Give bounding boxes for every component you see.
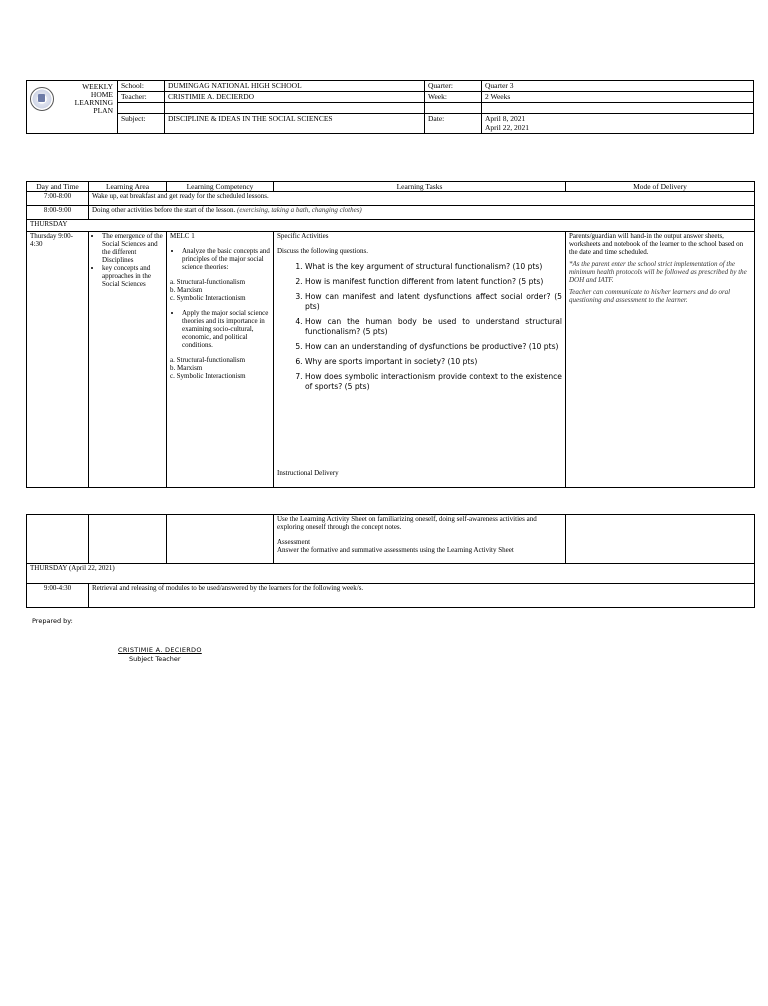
question-item: 3. How can manifest and latent dysfunctions affect social order? (5 pts) (305, 292, 562, 312)
day-label: THURSDAY (27, 220, 755, 232)
learning-area-cell (89, 232, 167, 488)
column-header-day-time: Day and Time (27, 182, 89, 192)
theory-item: c. Symbolic Interactionism (170, 294, 246, 302)
questions-list (277, 262, 562, 392)
question-item: 6. Why are sports important in society? (10 pts) (305, 357, 562, 367)
theory-item: b. Marxism (170, 364, 203, 372)
teacher-value: CRISTIMIE A. DECIERDO (165, 92, 425, 103)
header-table (26, 80, 754, 134)
tasks-heading: Specific Activities (277, 232, 329, 240)
empty-cell (89, 515, 167, 564)
routine-time: 7:00-8:00 (27, 192, 89, 206)
teacher-label: Teacher: (118, 92, 165, 103)
subject-label: Subject: (118, 114, 165, 134)
date-label: Date: (425, 114, 482, 134)
table-row (27, 232, 755, 488)
continuation-table (26, 514, 755, 608)
column-header-learning-tasks: Learning Tasks (274, 182, 566, 192)
column-header-learning-competency: Learning Competency (167, 182, 274, 192)
learning-competency-cell (167, 232, 274, 488)
column-header-mode-of-delivery: Mode of Delivery (566, 182, 755, 192)
week-label: Week: (425, 92, 482, 103)
continuation-tasks-cell (274, 515, 566, 564)
table-row (27, 515, 755, 564)
theory-item: a. Structural-functionalism (170, 356, 246, 364)
prepared-by-label: Prepared by: (32, 617, 73, 625)
empty-cell (27, 515, 89, 564)
signatory-role: Subject Teacher (129, 655, 181, 663)
schedule-table (26, 181, 755, 488)
question-item: 5. How can an understanding of dysfunctions be productive? (10 pts) (305, 342, 562, 352)
delivery-note: Teacher can communicate to his/her learners and do oral questioning and assessment to the learner. (569, 288, 731, 304)
theory-item: a. Structural-functionalism (170, 278, 246, 286)
routine-text: Wake up, eat breakfast and get ready for the scheduled lessons. (89, 192, 755, 206)
theory-item: b. Marxism (170, 286, 203, 294)
list-item: • The emergence of the Social Sciences and the different Disciplines (102, 232, 163, 264)
question-item: 4. How can the human body be used to understand structural functionalism? (5 pts) (305, 317, 562, 337)
header-logo-cell (27, 81, 118, 134)
delivery-main: Parents/guardian will hand-in the output answer sheets, worksheets and notebook of the learner to the school based on the date and time scheduled. (569, 232, 744, 256)
routine-time: 8:00-9:00 (27, 206, 89, 220)
day-label: THURSDAY (April 22, 2021) (27, 564, 755, 584)
list-item: • Analyze the basic concepts and principles of the major social science theories: (182, 247, 270, 271)
quarter-label: Quarter: (425, 81, 482, 92)
mode-of-delivery-cell (566, 232, 755, 488)
list-item: • key concepts and approaches in the Social Sciences (102, 264, 163, 288)
retrieval-text: Retrieval and releasing of modules to be used/answered by the learners for the following week/s. (89, 584, 755, 608)
empty-cell (118, 103, 165, 114)
weekly-home-learning-plan-title: WEEKLY HOME LEARNING PLAN (74, 82, 113, 115)
question-item: 2. How is manifest function different from latent function? (5 pts) (305, 277, 562, 287)
tasks-footer: Instructional Delivery (277, 469, 339, 477)
delivery-note: *As the parent enter the school strict implementation of the minimum health protocols will be followed as prescribed by the DOH and IATF. (569, 260, 747, 284)
continuation-tasks-text: Use the Learning Activity Sheet on familiarizing oneself, doing self-awareness activities and exploring oneself through the concept notes. (277, 515, 537, 531)
tasks-intro: Discuss the following questions. (277, 247, 368, 255)
table-row (27, 584, 755, 608)
learning-tasks-cell (274, 232, 566, 488)
subject-value: DISCIPLINE & IDEAS IN THE SOCIAL SCIENCES (165, 114, 425, 134)
assessment-label: Assessment (277, 538, 311, 546)
session-time: Thursday 9:00-4:30 (27, 232, 89, 488)
quarter-value: Quarter 3 (482, 81, 754, 92)
assessment-text: Answer the formative and summative assessments using the Learning Activity Sheet (277, 546, 514, 554)
question-item: 1. What is the key argument of structural functionalism? (10 pts) (305, 262, 562, 272)
routine-note: (exercising, taking a bath, changing clothes) (237, 206, 362, 214)
table-row (27, 192, 755, 206)
table-row (27, 206, 755, 220)
competency-title: MELC 1 (170, 232, 195, 240)
table-row (27, 220, 755, 232)
question-item: 7. How does symbolic interactionism provide context to the existence of sports? (5 pts) (305, 372, 562, 392)
theory-item: c. Symbolic Interactionism (170, 372, 246, 380)
column-header-learning-area: Learning Area (89, 182, 167, 192)
signatory-name: CRISTIMIE A. DECIERDO (118, 646, 202, 654)
school-value: DUMINGAG NATIONAL HIGH SCHOOL (165, 81, 425, 92)
school-label: School: (118, 81, 165, 92)
empty-cell (482, 103, 754, 114)
deped-seal-logo (30, 87, 54, 111)
empty-cell (425, 103, 482, 114)
empty-cell (566, 515, 755, 564)
week-value: 2 Weeks (482, 92, 754, 103)
table-row (27, 564, 755, 584)
empty-cell (167, 515, 274, 564)
date-value: April 8, 2021 April 22, 2021 (482, 114, 754, 134)
empty-cell (165, 103, 425, 114)
list-item: • Apply the major social science theories and its importance in examining socio-cultural, economic, and political conditions. (182, 309, 270, 349)
routine-text: Doing other activities before the start of the lesson. (exercising, taking a bath, changing clothes) (89, 206, 755, 220)
retrieval-time: 9:00-4:30 (27, 584, 89, 608)
